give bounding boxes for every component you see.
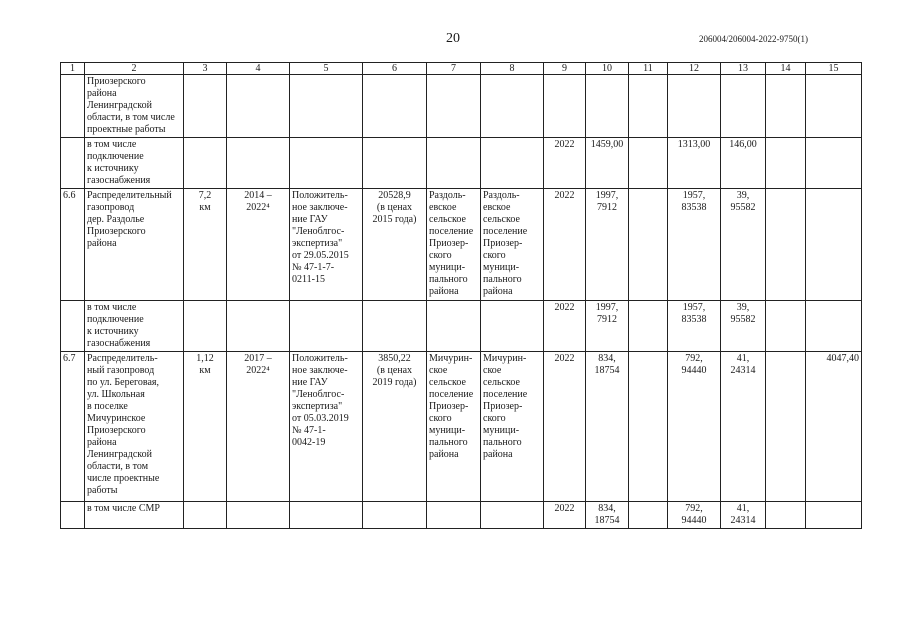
settlement: Мичурин- ское сельское поселение Приозер- ского муници- пального района: [481, 352, 544, 502]
period: [227, 502, 290, 529]
investment-program-table: [60, 62, 862, 529]
column-number: 4: [227, 63, 290, 75]
settlement: Раздоль- евское сельское поселение Приозер- ского муници- пального района: [427, 189, 481, 301]
value: [629, 138, 668, 189]
settlement: [427, 138, 481, 189]
settlement: [481, 138, 544, 189]
cost: [363, 138, 427, 189]
object-name: в том числе СМР: [85, 502, 184, 529]
item-number: [61, 301, 85, 352]
cost: 20528,9 (в ценах 2015 года): [363, 189, 427, 301]
value: 1313,00: [668, 138, 721, 189]
value: [766, 189, 806, 301]
settlement: [481, 301, 544, 352]
object-name: в том числе подключение к источнику газоснабжения: [85, 138, 184, 189]
item-number: 6.7: [61, 352, 85, 502]
value: [766, 352, 806, 502]
table-row: [61, 502, 862, 529]
total: 834, 18754: [586, 352, 629, 502]
value: 792, 94440: [668, 352, 721, 502]
value: [721, 75, 766, 138]
period: [227, 75, 290, 138]
column-number: 5: [290, 63, 363, 75]
value: [766, 301, 806, 352]
year: 2022: [544, 301, 586, 352]
page-number: 20: [446, 31, 460, 46]
object-name: Распределительный газопровод дер. Раздолье Приозерского района: [85, 189, 184, 301]
value: [629, 352, 668, 502]
total: 1459,00: [586, 138, 629, 189]
total: 1997, 7912: [586, 301, 629, 352]
settlement: [427, 502, 481, 529]
length: [184, 75, 227, 138]
settlement: [481, 75, 544, 138]
year: 2022: [544, 352, 586, 502]
value: [668, 75, 721, 138]
value: [629, 189, 668, 301]
total: 1997, 7912: [586, 189, 629, 301]
value: 39, 95582: [721, 189, 766, 301]
settlement: Раздоль- евское сельское поселение Приозер- ского муници- пального района: [481, 189, 544, 301]
value: [766, 138, 806, 189]
value: 1957, 83538: [668, 189, 721, 301]
period: 2014 – 2022⁴: [227, 189, 290, 301]
value: [766, 502, 806, 529]
length: [184, 502, 227, 529]
column-number: 11: [629, 63, 668, 75]
column-number-row: [61, 63, 862, 75]
value: 146,00: [721, 138, 766, 189]
settlement: Мичурин- ское сельское поселение Приозер- ского муници- пального района: [427, 352, 481, 502]
object-name: Распределитель- ный газопровод по ул. Береговая, ул. Школьная в поселке Мичуринское Приозерского района Ленинградской области, в том числе проектные работы: [85, 352, 184, 502]
year: [544, 75, 586, 138]
value: [629, 75, 668, 138]
expertise: [290, 301, 363, 352]
column-number: 14: [766, 63, 806, 75]
total-value: 4047,40: [806, 352, 862, 502]
value: 792, 94440: [668, 502, 721, 529]
settlement: [427, 301, 481, 352]
value: [806, 301, 862, 352]
year: 2022: [544, 138, 586, 189]
object-name: в том числе подключение к источнику газоснабжения: [85, 301, 184, 352]
column-number: 1: [61, 63, 85, 75]
column-number: 3: [184, 63, 227, 75]
expertise: [290, 75, 363, 138]
value: [766, 75, 806, 138]
table-row: [61, 189, 862, 301]
column-number: 15: [806, 63, 862, 75]
cost: [363, 75, 427, 138]
settlement: [481, 502, 544, 529]
table-row: [61, 352, 862, 502]
item-number: [61, 138, 85, 189]
period: 2017 – 2022⁴: [227, 352, 290, 502]
column-number: 9: [544, 63, 586, 75]
length: 7,2 км: [184, 189, 227, 301]
document-code: 206004/206004-2022-9750(1): [699, 34, 808, 44]
table-row: [61, 301, 862, 352]
column-number: 13: [721, 63, 766, 75]
value: [806, 75, 862, 138]
length: [184, 138, 227, 189]
column-number: 10: [586, 63, 629, 75]
period: [227, 138, 290, 189]
column-number: 8: [481, 63, 544, 75]
column-number: 6: [363, 63, 427, 75]
table-row: [61, 138, 862, 189]
item-number: [61, 75, 85, 138]
expertise: [290, 138, 363, 189]
column-number: 12: [668, 63, 721, 75]
expertise: [290, 502, 363, 529]
value: 39, 95582: [721, 301, 766, 352]
value: 41, 24314: [721, 352, 766, 502]
cost: [363, 301, 427, 352]
expertise: Положитель- ное заключе- ние ГАУ "Леноблгос- экспертиза" от 29.05.2015 № 47-1-7- 0211-15: [290, 189, 363, 301]
column-number: 7: [427, 63, 481, 75]
length: 1,12 км: [184, 352, 227, 502]
item-number: 6.6: [61, 189, 85, 301]
value: [806, 138, 862, 189]
year: 2022: [544, 502, 586, 529]
cost: [363, 502, 427, 529]
period: [227, 301, 290, 352]
value: [806, 502, 862, 529]
value: 41, 24314: [721, 502, 766, 529]
object-name: Приозерского района Ленинградской области, в том числе проектные работы: [85, 75, 184, 138]
item-number: [61, 502, 85, 529]
total: [586, 75, 629, 138]
value: [629, 301, 668, 352]
column-number: 2: [85, 63, 184, 75]
year: 2022: [544, 189, 586, 301]
value: [806, 189, 862, 301]
settlement: [427, 75, 481, 138]
value: 1957, 83538: [668, 301, 721, 352]
value: [629, 502, 668, 529]
table-row: [61, 75, 862, 138]
total: 834, 18754: [586, 502, 629, 529]
expertise: Положитель- ное заключе- ние ГАУ "Леноблгос- экспертиза" от 05.03.2019 № 47-1- 0042-19: [290, 352, 363, 502]
cost: 3850,22 (в ценах 2019 года): [363, 352, 427, 502]
length: [184, 301, 227, 352]
